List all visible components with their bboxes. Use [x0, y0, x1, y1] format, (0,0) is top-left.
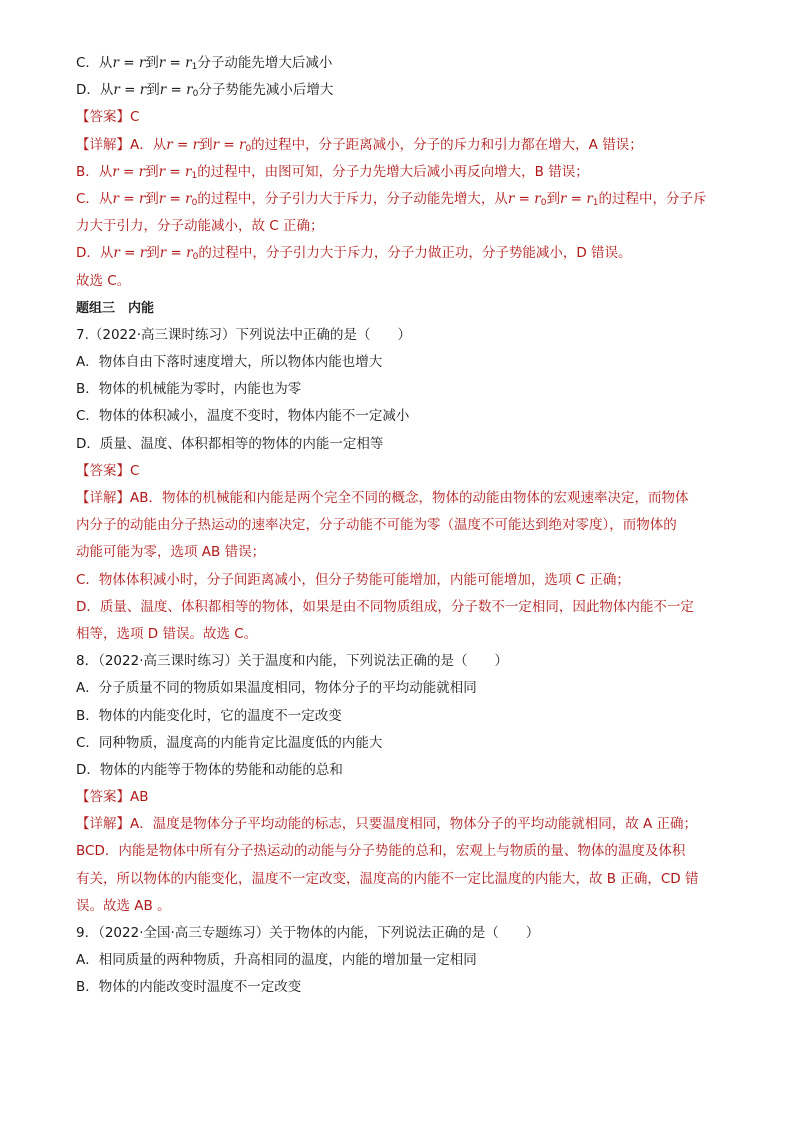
- q7-detail-line-5: D．质量、温度、体积都相等的物体，如果是由不同物质组成，分子数不一定相同，因此物体内能不一定: [76, 598, 694, 615]
- q9-stem: 9．（2022·全国·高三专题练习）关于物体的内能，下列说法正确的是（ ）: [76, 925, 540, 941]
- q8-stem: 8．（2022·高三课时练习）关于温度和内能，下列说法正确的是（ ）: [76, 653, 508, 670]
- q8-option-d: D．物体的内能等于物体的势能和动能的总和: [76, 761, 343, 778]
- q6-detail-line-1: 【详解】A．从r = r到$r = r_0$的过程中，分子距离减小，分子的斥力和引力都在增大，A 错误；: [76, 136, 643, 154]
- q7-detail-line-4: C．物体体积减小时，分子间距离减小，但分子势能可能增加，内能可能增加，选项 C 正确；: [76, 571, 630, 588]
- q7-detail-line-1: 【详解】AB．物体的机械能和内能是两个完全不同的概念，物体的动能由物体的宏观速率决定，而物体: [76, 490, 689, 506]
- q8-detail-line-2: BCD．内能是物体中所有分子热运动的动能与分子势能的总和，宏观上与物质的量、物体的温度及体积: [76, 843, 686, 860]
- q9-option-b: B．物体的内能改变时温度不一定改变: [76, 979, 302, 996]
- q7-option-a: A．物体自由下落时速度增大，所以物体内能也增大: [76, 354, 383, 371]
- q7-option-d: D．质量、温度、体积都相等的物体的内能一定相等: [76, 435, 384, 452]
- q6-detail-line-6: 故选 C。: [76, 272, 131, 289]
- q7-option-c: C．物体的体积减小，温度不变时，物体内能不一定减小: [76, 408, 410, 425]
- q7-detail-line-2: 内分子的动能由分子热运动的速率决定，分子动能不可能为零（温度不可能达到绝对零度），而物体的: [76, 517, 677, 534]
- q6-detail-line-5: D．从r = r到$r = r_0$的过程中，分子引力大于斥力，分子力做正功，分子势能减小，D 错误。: [76, 245, 632, 263]
- q7-detail-line-3: 动能可能为零，选项 AB 错误；: [76, 544, 266, 561]
- q7-option-b: B．物体的机械能为零时，内能也为零: [76, 381, 302, 398]
- q7-answer: 【答案】C: [76, 462, 140, 479]
- q6-option-c: C．从r = r到$r = r_1$分子动能先增大后减小: [76, 55, 333, 72]
- q8-detail-line-1: 【详解】A．温度是物体分子平均动能的标志，只要温度相同，物体分子的平均动能就相同，故 A 正确；: [76, 816, 698, 833]
- q6-detail-line-2: B．从r = r到$r = r_1$的过程中，由图可知，分子力先增大后减小再反向增大，B 错误；: [76, 163, 589, 181]
- q6-answer: 【答案】C: [76, 109, 140, 126]
- q6-detail-line-3: C．从r = r到$r = r_0$的过程中，分子引力大于斥力，分子动能先增大，从$r = r_0$到$r = r_1$的过程中，分子斥: [76, 190, 707, 208]
- q8-detail-line-3: 有关，所以物体的内能变化，温度不一定改变，温度高的内能不一定比温度的内能大，故 B 正确，CD 错: [76, 870, 699, 887]
- q7-detail-line-6: 相等，选项 D 错误。故选 C。: [76, 625, 258, 642]
- q6-detail-line-4: 力大于引力，分子动能减小，故 C 正确；: [76, 218, 324, 235]
- q8-option-c: C．同种物质，温度高的内能肯定比温度低的内能大: [76, 734, 383, 751]
- q8-answer: 【答案】AB: [76, 789, 149, 806]
- q9-option-a: A．相同质量的两种物质，升高相同的温度，内能的增加量一定相同: [76, 952, 477, 969]
- section-heading: 题组三 内能: [76, 300, 155, 316]
- q8-option-a: A．分子质量不同的物质如果温度相同，物体分子的平均动能就相同: [76, 680, 477, 697]
- document-page: [76, 50, 726, 1002]
- q7-stem: 7.（2022·高三课时练习）下列说法中正确的是（ ）: [76, 326, 412, 343]
- q6-option-d: D．从r = r到$r = r_0$分子势能先减小后增大: [76, 82, 334, 100]
- q8-option-b: B．物体的内能变化时，它的温度不一定改变: [76, 707, 342, 724]
- q8-detail-line-4: 误。故选 AB 。: [76, 897, 171, 914]
